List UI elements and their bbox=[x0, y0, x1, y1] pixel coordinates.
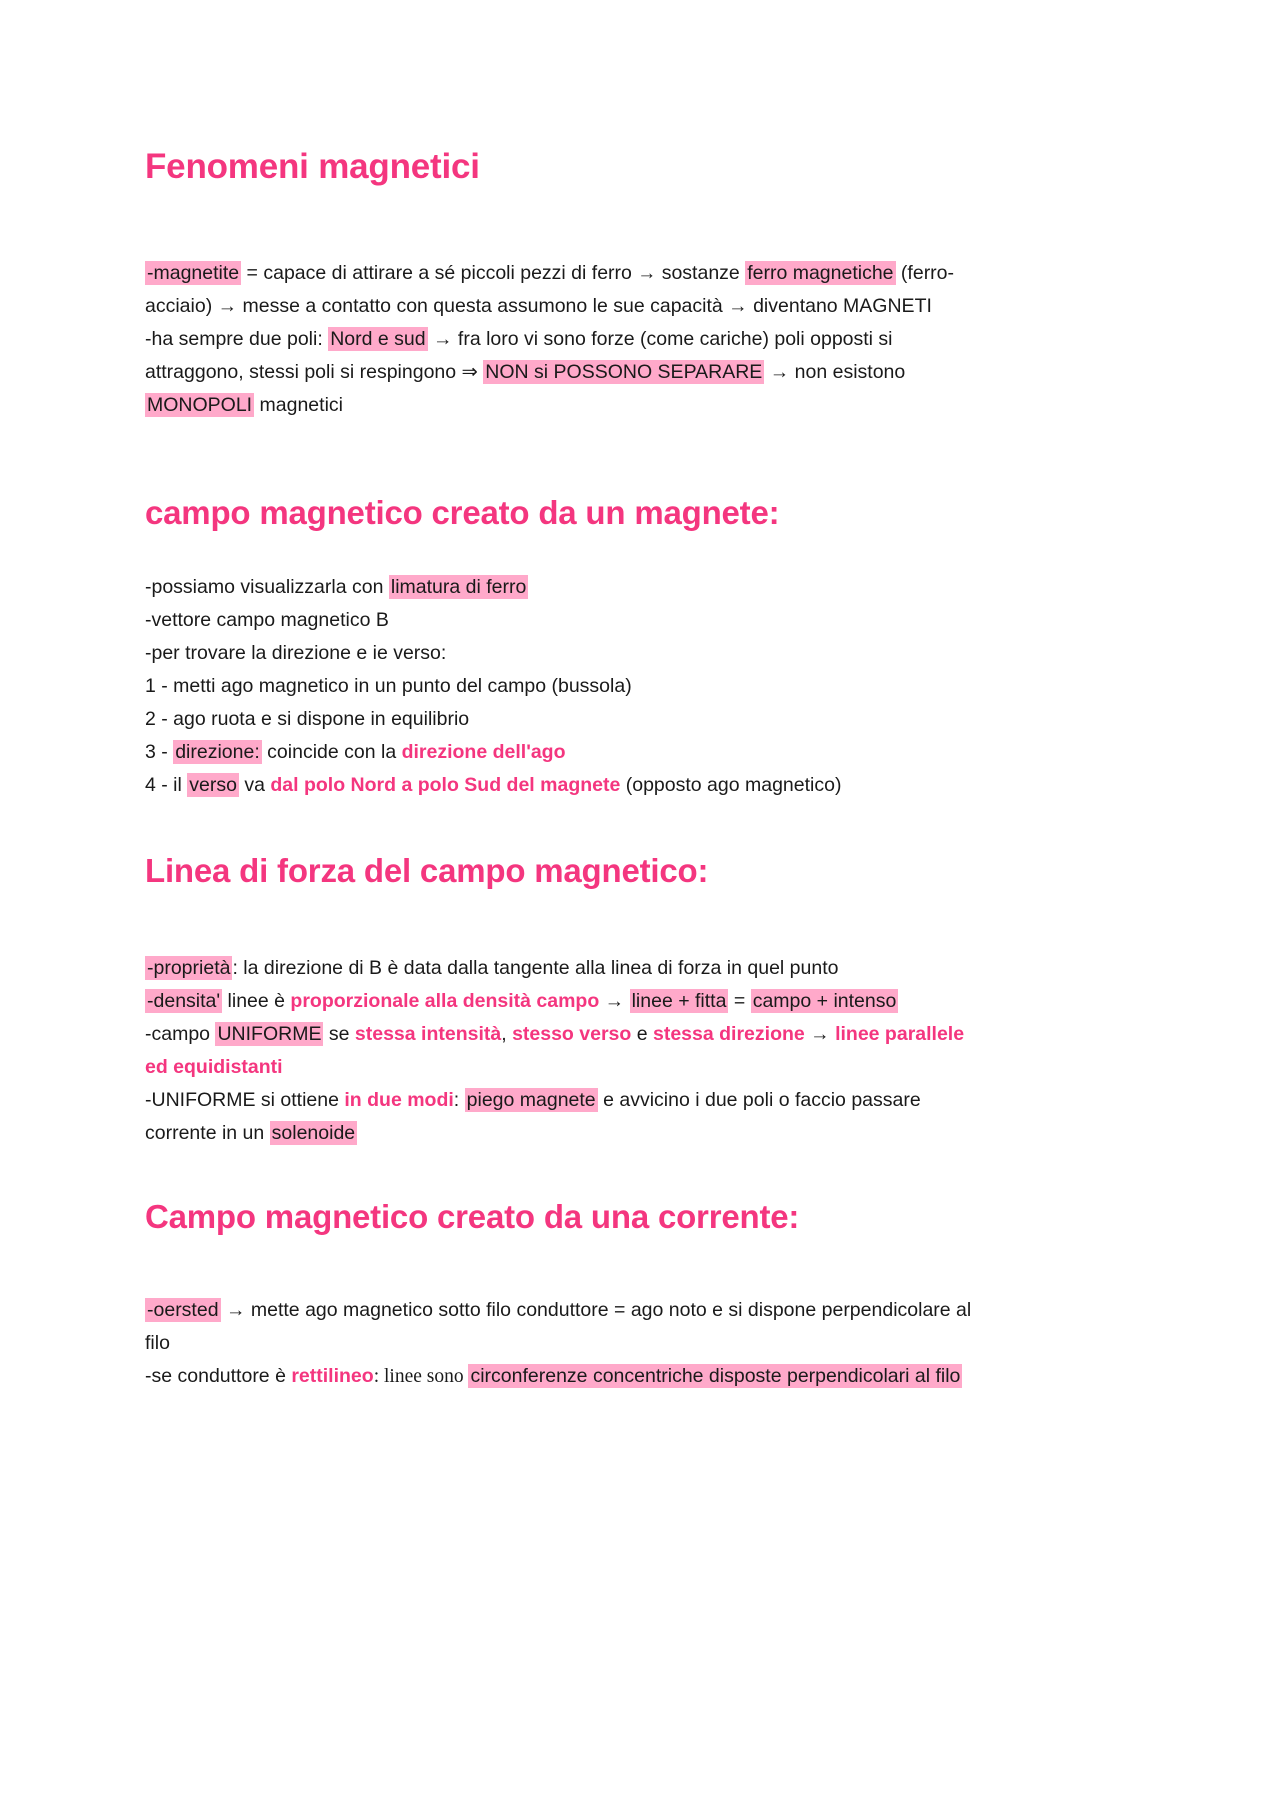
text-line bbox=[145, 1088, 921, 1145]
text-run: → non esistono bbox=[764, 360, 906, 383]
text-run-highlight: Nord e sud bbox=[330, 327, 426, 350]
spacer bbox=[145, 531, 1130, 571]
section-body-campo-magnetico-corrente bbox=[145, 1294, 975, 1393]
list-item: 1 - metti ago magnetico in un punto del campo (bussola) bbox=[145, 675, 632, 698]
text-run: -ha sempre due poli: bbox=[145, 327, 329, 350]
text-run-highlight: -densita' bbox=[147, 990, 221, 1013]
text-run-emphasis: in due modi bbox=[344, 1089, 454, 1112]
section-body-linea-di-forza bbox=[145, 952, 975, 1150]
spacer bbox=[145, 1236, 1130, 1294]
text-run-emphasis: stessa direzione bbox=[653, 1023, 805, 1046]
text-run: : la direzione di B è data dalla tangente alla linea di forza in quel punto bbox=[232, 957, 839, 980]
text-run-highlight: limatura di ferro bbox=[390, 576, 527, 599]
page-title: Fenomeni magnetici bbox=[145, 147, 480, 186]
text-run-highlight: -proprietà bbox=[147, 957, 231, 980]
text-line bbox=[145, 323, 975, 356]
text-run-highlight: NON si POSSONO SEPARARE bbox=[485, 360, 763, 383]
arrow-glyph: → bbox=[637, 262, 657, 284]
text-line: acciaio) → messe a contatto con questa assumono le sue capacità → diventano MAGNETI bbox=[145, 294, 932, 317]
text-run: va bbox=[238, 774, 271, 797]
text-run-highlight: -oersted bbox=[147, 1299, 219, 1322]
section-body-fenomeni-magnetici bbox=[145, 257, 975, 422]
text-run-emphasis: rettilineo bbox=[291, 1365, 374, 1388]
text-line bbox=[145, 1365, 962, 1387]
text-line bbox=[145, 257, 975, 290]
text-run: linee è bbox=[222, 990, 291, 1013]
text-line: -vettore campo magnetico B bbox=[145, 609, 389, 632]
text-line bbox=[145, 356, 975, 389]
text-run-highlight: ferro magnetiche bbox=[747, 261, 894, 284]
list-item bbox=[145, 736, 975, 769]
text-run-highlight: piego magnete bbox=[466, 1089, 596, 1112]
spacer bbox=[145, 187, 1130, 257]
text-run: -campo bbox=[145, 1023, 216, 1046]
spacer bbox=[145, 890, 1130, 952]
spacer bbox=[145, 422, 1130, 494]
text-run: sostanze bbox=[656, 261, 746, 284]
section-heading-campo-magnetico-magnete: campo magnetico creato da un magnete: bbox=[145, 493, 780, 531]
text-run: se bbox=[323, 1023, 355, 1046]
text-run-highlight: direzione: bbox=[175, 741, 260, 764]
text-run: 4 - il bbox=[145, 774, 188, 797]
text-run-highlight: MONOPOLI bbox=[147, 393, 253, 416]
spacer bbox=[145, 802, 1130, 852]
section-heading-campo-magnetico-corrente: Campo magnetico creato da una corrente: bbox=[145, 1198, 800, 1236]
text-run-highlight: UNIFORME bbox=[217, 1023, 322, 1046]
text-run: → bbox=[599, 990, 630, 1013]
text-run-highlight: linee + fitta bbox=[631, 990, 727, 1013]
text-run-highlight: solenoide bbox=[271, 1122, 356, 1145]
text-run-emphasis: stessa intensità bbox=[354, 1023, 502, 1046]
text-run: e bbox=[631, 1023, 653, 1046]
text-run-highlight: -magnetite bbox=[147, 261, 240, 284]
list-item bbox=[145, 769, 975, 802]
text-run: → fra loro vi sono forze (come cariche) poli opposti si bbox=[427, 327, 893, 350]
text-line bbox=[145, 1298, 971, 1354]
text-run: -UNIFORME si ottiene bbox=[145, 1089, 345, 1112]
text-run-emphasis: linee parallele ed equidistanti bbox=[145, 1023, 965, 1079]
text-line bbox=[145, 1022, 964, 1078]
text-run: -se conduttore è bbox=[145, 1365, 292, 1388]
text-run: -possiamo visualizzarla con bbox=[145, 576, 389, 599]
text-run: (opposto ago magnetico) bbox=[620, 774, 842, 797]
text-run: → bbox=[804, 1023, 836, 1046]
text-line: -per trovare la direzione e ie verso: bbox=[145, 642, 447, 665]
text-line bbox=[145, 985, 975, 1018]
text-run-emphasis: stesso verso bbox=[512, 1023, 632, 1046]
text-run: coincide con la bbox=[261, 741, 402, 764]
text-run: e avvicino i due poli o faccio passare corrente in un bbox=[145, 1089, 921, 1145]
list-item: 2 - ago ruota e si dispone in equilibrio bbox=[145, 708, 470, 731]
text-run: (ferro- bbox=[895, 261, 955, 284]
text-run: → mette ago magnetico sotto filo conduttore = ago noto e si dispone perpendicolare al filo bbox=[145, 1299, 972, 1355]
section-heading-linea-di-forza: Linea di forza del campo magnetico: bbox=[145, 852, 709, 890]
text-line bbox=[145, 952, 975, 985]
text-run: , bbox=[501, 1023, 513, 1046]
text-run-emphasis: dal polo Nord a polo Sud del magnete bbox=[270, 774, 621, 797]
text-run: : linee sono bbox=[373, 1366, 469, 1388]
text-run: attraggono, stessi poli si respingono ⇒ bbox=[145, 360, 484, 383]
text-run-highlight: verso bbox=[189, 774, 237, 797]
text-run-emphasis: proporzionale alla densità campo bbox=[290, 990, 600, 1013]
text-line bbox=[145, 389, 975, 422]
text-line bbox=[145, 571, 975, 604]
spacer bbox=[145, 1150, 1130, 1198]
text-run: magnetici bbox=[254, 393, 343, 416]
text-run: = capace di attirare a sé piccoli pezzi di ferro bbox=[241, 261, 638, 284]
text-run-highlight: circonferenze concentriche disposte perpendicolari al filo bbox=[470, 1365, 961, 1388]
text-run: : bbox=[453, 1089, 465, 1112]
section-body-campo-magnetico-magnete bbox=[145, 571, 975, 802]
text-run: 3 - bbox=[145, 741, 174, 764]
text-run: = bbox=[728, 990, 751, 1013]
text-run-emphasis: direzione dell'ago bbox=[401, 741, 566, 764]
text-run-highlight: campo + intenso bbox=[752, 990, 897, 1013]
